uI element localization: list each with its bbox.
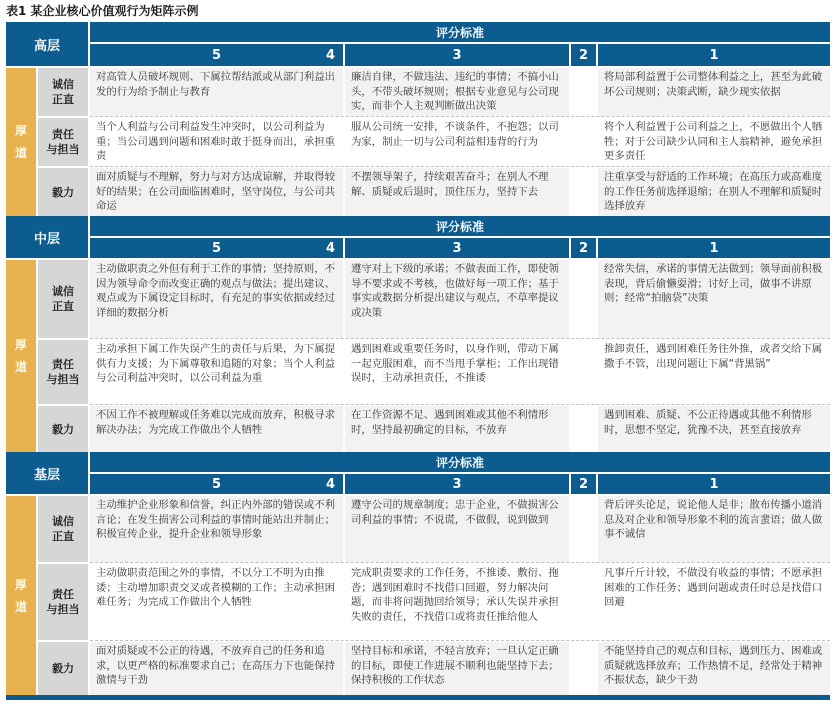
category-label [6,496,36,695]
cell-score3: 不摆领导架子，持续艰苦奋斗；在别人不理解、质疑或后退时，顶住压力，坚持下去 [345,168,569,216]
row-label-integrity: 诚信 正直 [38,68,88,116]
category-char-1: 厚 [14,124,27,138]
category-char-2: 道 [14,146,27,160]
cell-score3: 在工作资源不足、遇到困难或其他不利情形时，坚持最初确定的目标，不放弃 [345,406,569,452]
cell-score1: 经常失信，承诺的事情无法做到；领导面前积极表现，背后偷懒耍滑；讨好上司，做事不讲原则；经常“拍脑袋”决策 [598,260,830,338]
category-char-2: 道 [14,360,27,374]
cell-score5: 主动维护企业形象和信誉，纠正内外部的错误或不利言论；在发生损害公司利益的事情时能站出并制止；积极宣传企业，提升企业和领导形象 [90,496,343,562]
cell-score5: 对高管人员破坏规则、下属拉帮结派或从部门利益出发的行为给予制止与教育 [90,68,343,116]
level-header-basic: 基层 [6,452,88,494]
score-header-3: 3 [345,44,569,66]
score-header-3: 3 [345,474,569,494]
score-header-5: 5 [90,238,343,258]
table-caption: 表1 某企业核心价值观行为矩阵示例 [6,4,199,18]
row-divider [90,116,830,117]
level-header-senior: 高层 [6,22,88,66]
cell-score3: 服从公司统一安排，不谈条件，不抱怨；以司为家，制止一切与公司利益相违背的行为 [345,118,569,166]
cell-score3: 坚持目标和承诺，不轻言放弃；一旦认定正确的目标，即使工作进展不顺利也能坚持下去；保持积极的工作状态 [345,642,569,695]
score-header-2: 2 [571,238,596,258]
cell-score5: 当个人利益与公司利益发生冲突时，以公司利益为重；当公司遇到问题和困难时敢于挺身而出，承担重责 [90,118,343,166]
row-divider [90,404,830,405]
cell-score1: 不能坚持自己的观点和目标，遇到压力、困难或质疑就选择放弃；工作热情不足，经常处于精神不振状态，缺少干劲 [598,642,830,695]
score-header-1: 1 [598,474,830,494]
score-header-2: 2 [571,474,596,494]
cell-score5: 主动承担下属工作失误产生的责任与后果，为下属提供有力支援；为下属尊敬和追随的对象；当个人利益与公司利益冲突时，以公司利益为重 [90,340,343,404]
score-header-4: 4 [318,238,343,258]
level-header-middle: 中层 [6,216,88,258]
row-divider [90,166,830,167]
cell-score1: 注重享受与舒适的工作环境；在高压力或高难度的工作任务前选择退缩；在别人不理解和质疑时选择放弃 [598,168,830,216]
cell-score1: 推卸责任，遇到困难任务往外推，或者交给下属撒手不管，出现问题让下属“背黑锅” [598,340,830,404]
cell-score1: 将局部利益置于公司整体利益之上，甚至为此破坏公司规则；决策武断，缺少现实依据 [598,68,830,116]
cell-score5: 面对质疑与不理解，努力与对方达成谅解，并取得较好的结果；在公司面临困难时，坚守岗位，与公司共命运 [90,168,343,216]
row-divider [90,640,830,641]
row-label-perseverance: 毅力 [38,406,88,452]
category-label [6,260,36,452]
cell-score1: 凡事斤斤计较，不做没有收益的事情；不愿承担困难的工作任务；遇到问题或责任时总是找借口回避 [598,564,830,640]
score-header-2: 2 [571,44,596,66]
category-label [6,68,36,216]
score-header-4: 4 [318,44,343,66]
row-label-perseverance: 毅力 [38,642,88,695]
row-label-integrity: 诚信 正直 [38,496,88,562]
criteria-title: 评分标准 [90,216,830,236]
score-header-4: 4 [318,474,343,494]
cell-score5: 面对质疑或不公正的待遇，不放弃自己的任务和追求，以更严格的标准要求自己；在高压力下也能保持激情与干劲 [90,642,343,695]
row-label-integrity: 诚信 正直 [38,260,88,338]
category-char-2: 道 [14,599,27,614]
row-divider [90,338,830,339]
cell-score3: 遵守公司的规章制度；忠于企业，不做损害公司利益的事情；不说谎，不做假，说到做到 [345,496,569,562]
cell-score5: 主动做职责范围之外的事情，不以分工不明为由推诿；主动增加职责交叉或者模糊的工作；主动承担困难任务；为完成工作做出个人牺牲 [90,564,343,640]
category-char-1: 厚 [14,577,27,592]
cell-score1: 背后评头论足，说论他人是非；散布传播小道消息及对企业和领导形象不利的流言蜚语；做人做事不诚信 [598,496,830,562]
cell-score1: 将个人利益置于公司利益之上，不愿做出个人牺牲；对于公司缺少认同和主人翁精神，避免承担更多责任 [598,118,830,166]
cell-score5: 主动做职责之外但有利于工作的事情；坚持原则，不因为领导命令而改变正确的观点与做法；提出建议、观点或为下属设定目标时，有充足的事实依据或经过详细的数据分析 [90,260,343,338]
criteria-title: 评分标准 [90,452,830,472]
score-header-1: 1 [598,238,830,258]
criteria-title: 评分标准 [90,22,830,42]
cell-score3: 遵守对上下级的承诺；不做表面工作，即使领导不要求或不考核，也做好每一项工作；基于事实或数据分析提出建议与观点，不草率提议或决策 [345,260,569,338]
cell-score5: 不因工作不被理解或任务难以完成而放弃，积极寻求解决办法；为完成工作做出个人牺牲 [90,406,343,452]
score-header-5: 5 [90,474,343,494]
score-header-3: 3 [345,238,569,258]
cell-score1: 遇到困难、质疑、不公正待遇或其他不利情形时，思想不坚定，犹豫不决，甚至直接放弃 [598,406,830,452]
row-label-responsibility: 责任 与担当 [38,340,88,404]
category-char-1: 厚 [14,338,27,352]
row-label-responsibility: 责任 与担当 [38,118,88,166]
cell-score3: 完成职责要求的工作任务，不推诿、敷衍、拖沓；遇到困难时不找借口回避，努力解决问题，而非将问题抛回给领导；承认失误并承担失败的责任，不找借口或将责任推给他人 [345,564,569,640]
cell-score3: 廉洁自律，不做违法、违纪的事情；不搞小山头，不带头破坏规则；根据专业意见与公司现实，而非个人主观判断做出决策 [345,68,569,116]
score-header-1: 1 [598,44,830,66]
row-label-perseverance: 毅力 [38,168,88,216]
score-header-5: 5 [90,44,343,66]
table-bottom-border [6,695,830,700]
row-divider [90,562,830,563]
row-label-responsibility: 责任 与担当 [38,564,88,640]
cell-score3: 遇到困难或重要任务时，以身作则，带动下属一起克服困难，而不当甩手掌柜；工作出现错误时，主动承担责任，不推诿 [345,340,569,404]
